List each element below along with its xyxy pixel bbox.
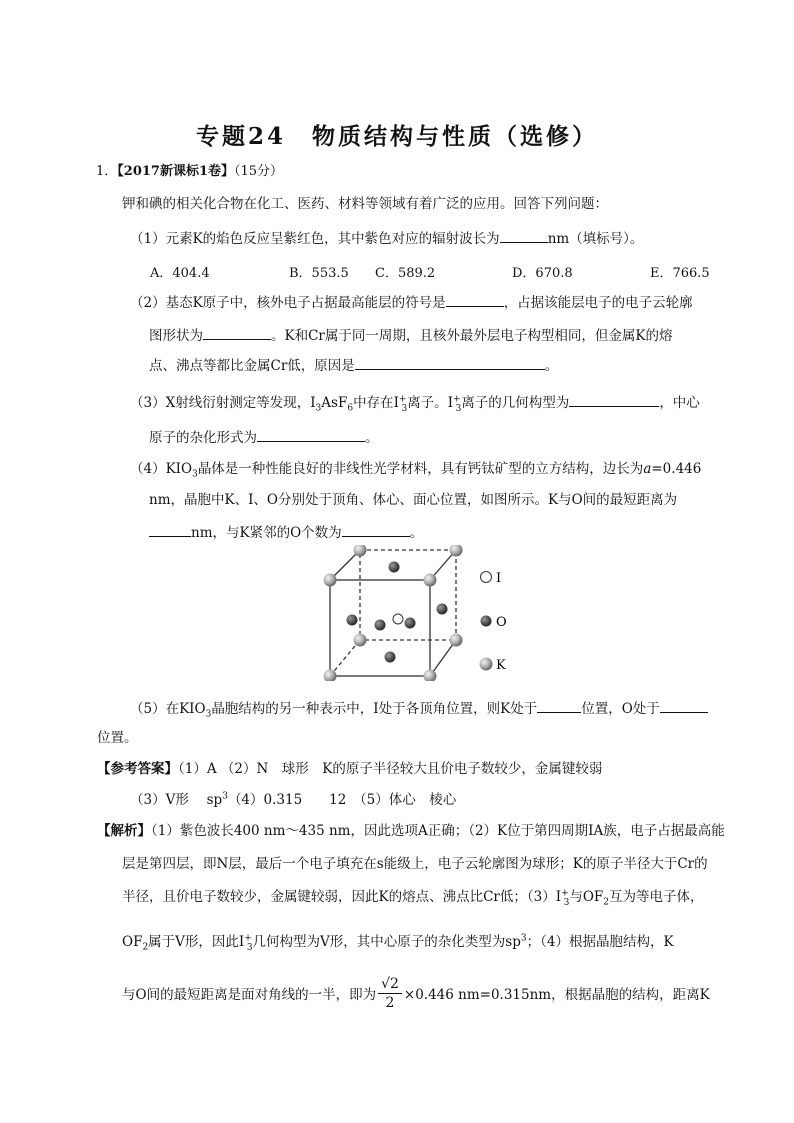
- superscript: +: [244, 933, 252, 944]
- question-header: [96, 163, 283, 181]
- part-4-line-1: [130, 460, 701, 478]
- text: I: [393, 395, 399, 411]
- text: ；（4）根据晶胞结构，K: [526, 934, 674, 950]
- part-2-line-2: [149, 325, 672, 345]
- o-atom: [385, 652, 396, 663]
- text: （3）X射线衍射测定等发现，I: [130, 395, 316, 411]
- analysis-line-3: [122, 888, 704, 906]
- option-d: D．670.8: [512, 266, 573, 281]
- text: I: [238, 934, 245, 950]
- legend-k-marker: [480, 658, 493, 671]
- text: I: [447, 395, 454, 411]
- page-title: 专题24 物质结构与性质（选修）: [195, 123, 598, 150]
- text: （5）在KIO: [130, 701, 206, 717]
- part-1-text: （1）元素K的焰色反应呈紫红色，其中紫色对应的辐射波长为: [130, 231, 500, 247]
- o-atom: [405, 618, 416, 629]
- text: I: [555, 889, 562, 905]
- superscript: +: [453, 394, 461, 405]
- reference-answer-line-1: [97, 760, 602, 778]
- text: 互为等电子体，: [609, 889, 704, 905]
- subscript: 3: [205, 709, 212, 720]
- analysis-line-1: [97, 822, 725, 840]
- legend-i-marker: [481, 572, 492, 583]
- answer-blank: [569, 392, 659, 407]
- o-atom: [347, 615, 358, 626]
- text: 。: [544, 358, 559, 374]
- part-3-line-1: [130, 392, 700, 412]
- part-4-line-3: [149, 522, 423, 542]
- fraction-denominator: 2: [385, 995, 395, 1011]
- text: （4）0.315 12 （5）体心 棱心: [227, 792, 457, 808]
- answer-blank: [149, 522, 191, 537]
- analysis-line-4: [122, 933, 674, 951]
- superscript: 3: [222, 791, 228, 802]
- part-4-line-2: nm，晶胞中K、I、O分别处于顶角、体心、面心位置，如图所示。K与O间的最短距离为: [149, 492, 678, 508]
- text: 。: [409, 525, 424, 541]
- superscript: +: [398, 394, 407, 405]
- answer-blank: [355, 355, 545, 370]
- text: 与OF: [569, 889, 604, 905]
- text: ×0.446 nm=0.315nm，根据晶胞的结构，距离K: [403, 987, 710, 1003]
- part-2-line-3: [149, 355, 558, 375]
- text: 位置，O处于: [581, 701, 660, 717]
- answer-blank: [537, 698, 581, 713]
- option-a: A．404.4: [150, 266, 210, 281]
- part-5-line-2: 位置。: [97, 730, 138, 746]
- question-score: （15分）: [234, 164, 284, 179]
- o-atom: [437, 604, 448, 615]
- ion-i3-plus: [447, 394, 462, 414]
- o-atom: [375, 620, 386, 631]
- text: AsF: [321, 395, 348, 411]
- answer-blank: [342, 522, 410, 537]
- analysis-label: 【解析】: [97, 823, 151, 839]
- option-c: C．589.2: [375, 266, 436, 281]
- part-5-line-1: [130, 698, 708, 718]
- superscript: 3: [520, 933, 527, 944]
- text: 图形状为: [149, 328, 203, 344]
- text: 离子。: [407, 395, 448, 411]
- superscript: +: [561, 888, 569, 899]
- text: 。: [365, 430, 379, 446]
- answer-blank: [446, 292, 504, 307]
- analysis-line-5: [122, 975, 710, 1015]
- subscript: 3: [455, 403, 462, 414]
- answer-blank: [660, 698, 708, 713]
- reference-answer-line-2: [130, 791, 456, 809]
- variable: a: [643, 461, 652, 477]
- o-atom: [389, 562, 400, 573]
- question-number: 1．: [96, 164, 118, 179]
- text: 晶体是一种性能良好的非线性光学材料，具有钙钛矿型的立方结构，边长为: [197, 461, 644, 477]
- text: （1）A （2）N 球形 K的原子半径较大且价电子数较少，金属键较弱: [178, 761, 603, 777]
- text: 几何构型为V形，其中心原子的杂化类型为sp: [252, 934, 521, 950]
- text: ，占据该能层电子的电子云轮廓: [503, 295, 693, 311]
- k-atom: [424, 574, 437, 587]
- fraction-numerator: √2: [378, 975, 402, 994]
- answer-blank: [257, 427, 365, 442]
- fraction-sqrt2-over-2: [378, 975, 402, 1012]
- subscript: 2: [603, 897, 610, 908]
- ion-i3-plus: [555, 888, 570, 908]
- answer-blank: [203, 325, 271, 340]
- part-3-line-2: [149, 427, 379, 447]
- subscript: 3: [192, 469, 198, 480]
- legend-i-label: I: [496, 571, 502, 586]
- subscript: 3: [401, 403, 408, 414]
- k-atom: [354, 634, 367, 647]
- legend-o-marker: [481, 616, 492, 627]
- text: 属于V形，因此: [148, 934, 239, 950]
- text: nm，与K紧邻的O个数为: [191, 525, 342, 541]
- part-2-line-1: [130, 292, 693, 312]
- kio3-unit-cell-figure: [318, 545, 518, 681]
- option-e: E．766.5: [650, 266, 710, 281]
- text: （3）V形 sp: [130, 792, 223, 808]
- text: OF: [122, 934, 143, 950]
- ion-i3-plus: [238, 933, 253, 953]
- option-b: B．553.5: [289, 266, 349, 281]
- text: =0.446: [651, 461, 702, 477]
- text: 半径，且价电子数较少，金属键较弱，因此K的熔点、沸点比Cr低；（3）: [122, 889, 556, 905]
- k-atom: [424, 670, 437, 682]
- subscript: 6: [347, 403, 354, 414]
- subscript: 3: [246, 942, 253, 953]
- k-atom: [324, 670, 337, 682]
- question-source: 【2017新课标1卷】: [117, 164, 235, 179]
- analysis-line-2: 层是第四层，即N层，最后一个电子填充在s能级上，电子云轮廓图为球形；K的原子半径大于Cr的: [122, 856, 708, 872]
- legend-o-label: O: [496, 615, 507, 630]
- subscript: 3: [563, 897, 570, 908]
- text: （4）KIO: [130, 461, 193, 477]
- ion-i3-plus: [393, 394, 408, 414]
- text: （2）基态K原子中，核外电子占据最高能层的符号是: [130, 295, 446, 311]
- text: （1）紫色波长400 nm～435 nm，因此选项A正确；（2）K位于第四周期IA族，电子占据最高能: [151, 823, 725, 839]
- text: 与O间的最短距离是面对角线的一半，即为: [122, 987, 377, 1003]
- answer-blank: [500, 228, 548, 243]
- text: 。K和Cr属于同一周期，且核外最外层电子构型相同，但金属K的熔: [271, 328, 673, 344]
- text: 中存在: [353, 395, 394, 411]
- part-1-unit: nm（填标号）。: [547, 231, 644, 247]
- k-atom: [450, 634, 463, 647]
- part-1: [130, 228, 643, 248]
- text: 原子的杂化形式为: [149, 430, 257, 446]
- text: ，中心: [659, 395, 700, 411]
- i-atom: [393, 614, 403, 624]
- answer-label: 【参考答案】: [97, 761, 178, 777]
- subscript: 2: [142, 942, 149, 953]
- k-atom: [324, 574, 337, 587]
- text: 离子的几何构型为: [461, 395, 570, 411]
- text: 点、沸点等都比金属Cr低，原因是: [149, 358, 355, 374]
- legend-k-label: K: [496, 658, 506, 673]
- subscript: 3: [315, 403, 322, 414]
- question-intro: 钾和碘的相关化合物在化工、医药、材料等领域有着广泛的应用。回答下列问题：: [122, 196, 608, 212]
- text: 晶胞结构的另一种表示中，I处于各顶角位置，则K处于: [211, 701, 538, 717]
